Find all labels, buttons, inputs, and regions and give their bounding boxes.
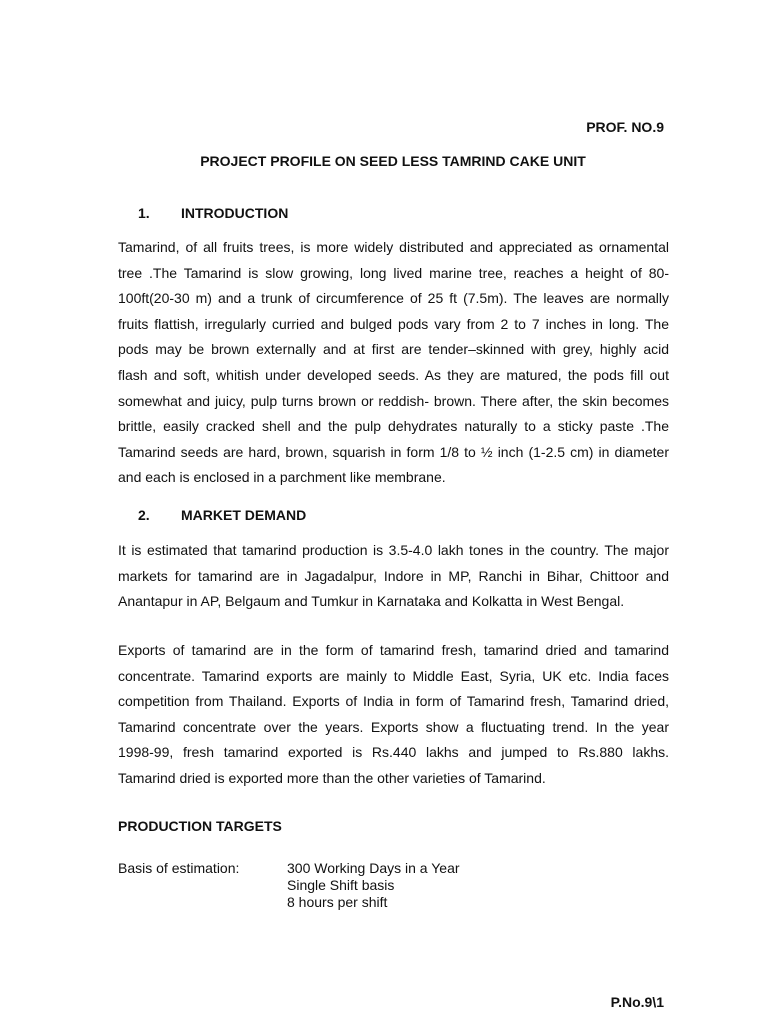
- paragraph-line: markets for tamarind are in Jagadalpur, Indore in MP, Ranchi in Bihar, Chittoor and: [118, 567, 669, 584]
- document-title: PROJECT PROFILE ON SEED LESS TAMRIND CAKE UNIT: [200, 153, 586, 169]
- paragraph-line: concentrate. Tamarind exports are mainly to Middle East, Syria, UK etc. India faces: [118, 667, 669, 684]
- paragraph-line: somewhat and juicy, pulp turns brown or reddish- brown. There after, the skin becomes: [118, 392, 669, 409]
- paragraph-line: Tamarind concentrate over the years. Exports show a fluctuating trend. In the year: [118, 718, 669, 735]
- market-demand-paragraph: [118, 538, 669, 615]
- exports-paragraph: [118, 638, 669, 792]
- production-targets-heading: PRODUCTION TARGETS: [118, 818, 282, 834]
- paragraph-line: competition from Thailand. Exports of India in form of Tamarind fresh, Tamarind dried,: [118, 693, 669, 710]
- section-heading-introduction: [0, 205, 768, 225]
- paragraph-line: flash and soft, whitish under developed seeds. As they are matured, the pods fill out: [118, 366, 669, 383]
- basis-value: Single Shift basis: [287, 877, 395, 893]
- section-title: MARKET DEMAND: [181, 507, 307, 523]
- profile-number: PROF. NO.9: [586, 119, 664, 135]
- introduction-paragraph: [118, 235, 669, 491]
- paragraph-line: It is estimated that tamarind production is 3.5-4.0 lakh tones in the country. The major: [118, 542, 669, 558]
- paragraph-line: 1998-99, fresh tamarind exported is Rs.440 lakhs and jumped to Rs.880 lakhs.: [118, 744, 669, 761]
- page-number: P.No.9\1: [610, 994, 664, 1010]
- paragraph-line: brittle, easily cracked shell and the pulp dehydrates naturally to a sticky paste .The: [118, 418, 669, 435]
- section-heading-market-demand: [0, 507, 768, 527]
- paragraph-line: 100ft(20-30 m) and a trunk of circumference of 25 ft (7.5m). The leaves are normally: [118, 290, 669, 307]
- paragraph-line: and each is enclosed in a parchment like membrane.: [118, 469, 446, 486]
- section-number: 2.: [138, 507, 150, 523]
- basis-value: 300 Working Days in a Year: [287, 860, 460, 876]
- paragraph-line: Tamarind, of all fruits trees, is more widely distributed and appreciated as ornamental: [118, 239, 669, 255]
- paragraph-line: Anantapur in AP, Belgaum and Tumkur in Karnataka and Kolkatta in West Bengal.: [118, 593, 625, 610]
- basis-values: [287, 860, 460, 911]
- paragraph-line: fruits flattish, irregularly curried and bulged pods vary from 2 to 7 inches in long. The: [118, 315, 669, 332]
- paragraph-line: pods may be brown externally and at first are tender–skinned with grey, highly acid: [118, 341, 669, 358]
- paragraph-line: tree .The Tamarind is slow growing, long lived marine tree, reaches a height of 80-: [118, 264, 669, 281]
- basis-value: 8 hours per shift: [287, 894, 388, 910]
- paragraph-line: Exports of tamarind are in the form of tamarind fresh, tamarind dried and tamarind: [118, 642, 669, 658]
- paragraph-line: Tamarind seeds are hard, brown, squarish in form 1/8 to ½ inch (1-2.5 cm) in diameter: [118, 443, 669, 460]
- section-number: 1.: [138, 205, 150, 221]
- section-title: INTRODUCTION: [181, 205, 289, 221]
- paragraph-line: Tamarind dried is exported more than the other varieties of Tamarind.: [118, 769, 546, 786]
- basis-label: Basis of estimation:: [118, 860, 240, 876]
